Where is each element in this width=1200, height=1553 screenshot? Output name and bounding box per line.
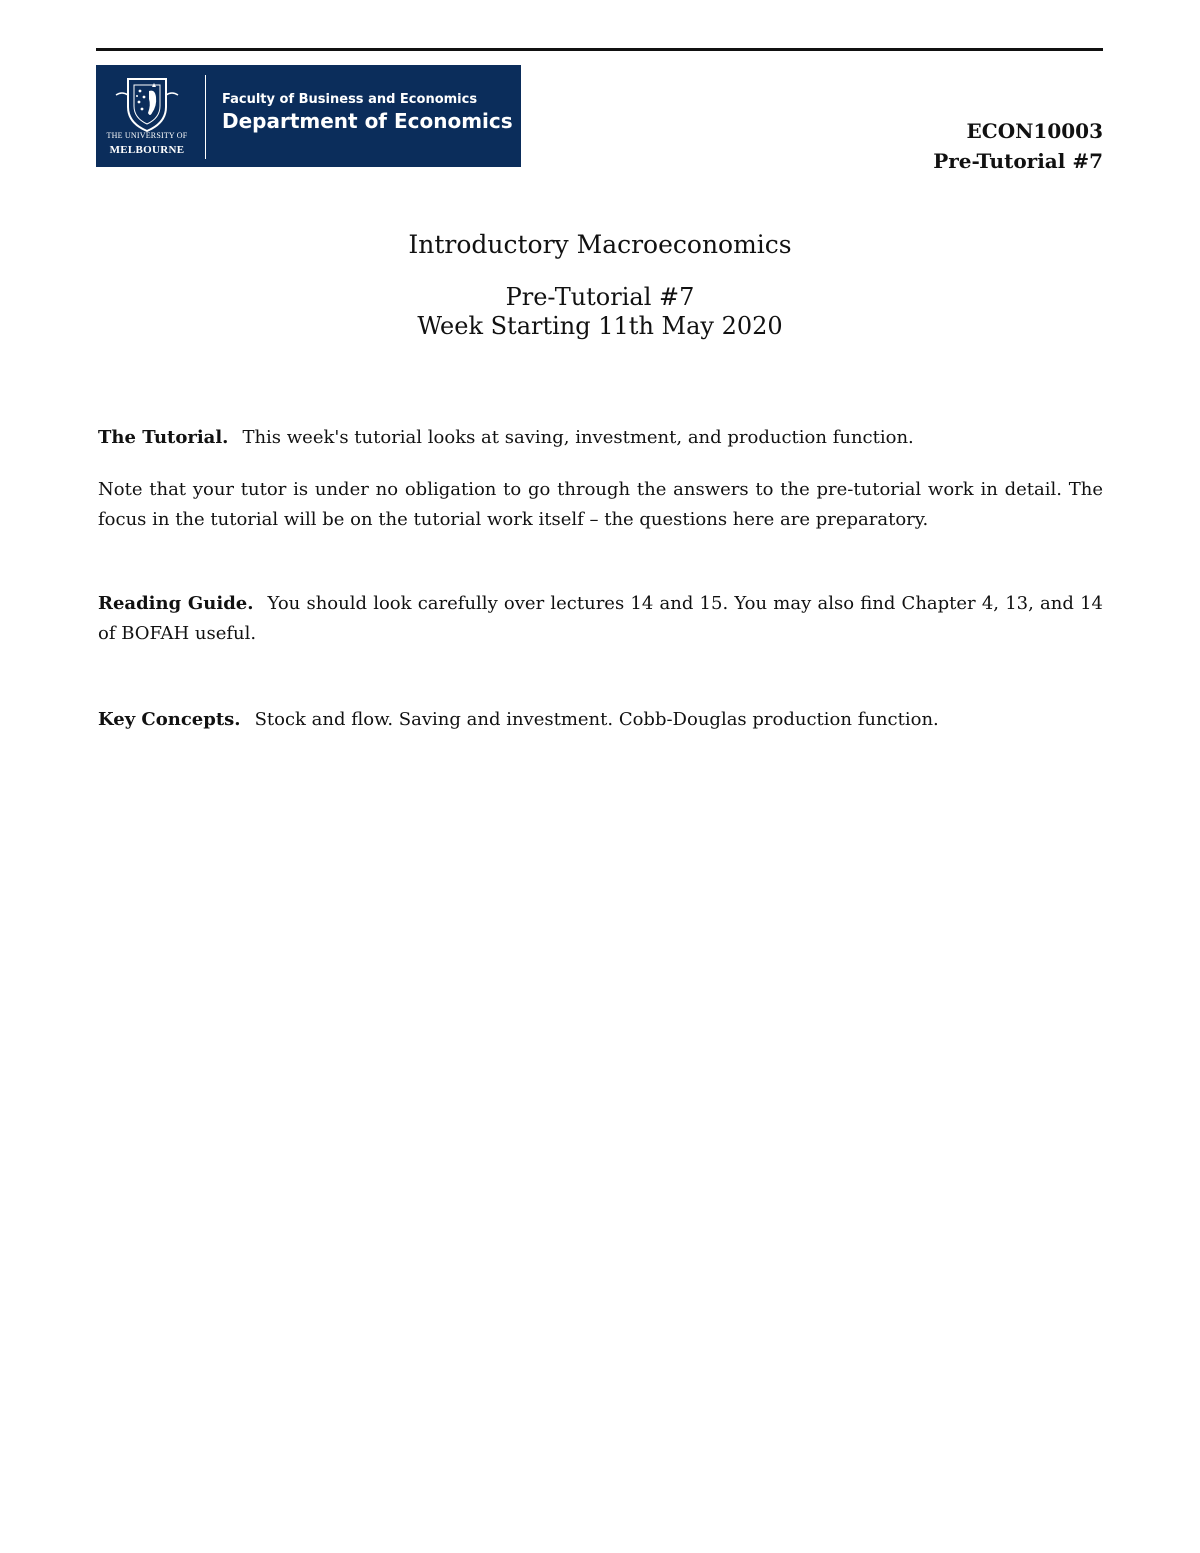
university-name-line2: MELBOURNE <box>109 144 185 156</box>
document-label: Pre-Tutorial #7 <box>933 149 1103 173</box>
university-name-line1: THE UNIVERSITY OF <box>106 131 188 140</box>
department-logo <box>96 65 521 167</box>
logo-divider <box>205 75 206 159</box>
department-name: Department of Economics <box>222 109 513 133</box>
reading-guide-heading: Reading Guide. <box>98 593 254 614</box>
reading-guide-text: You should look carefully over lectures 14 and 15. You may also find Chapter 4, 13, and 14 of BOFAH useful. <box>98 593 1103 644</box>
tutorial-text: This week's tutorial looks at saving, investment, and production function. <box>242 427 914 448</box>
subtitle-line-2: Week Starting 11th May 2020 <box>417 312 783 340</box>
university-crest-icon <box>106 73 188 133</box>
tutorial-paragraph <box>98 423 1103 453</box>
key-concepts-paragraph <box>98 705 1103 735</box>
note-paragraph: Note that your tutor is under no obligation to go through the answers to the pre-tutorial work in detail. The focus in the tutorial will be on the tutorial work itself – the questions here are preparatory. <box>98 479 1103 530</box>
faculty-name: Faculty of Business and Economics <box>222 92 478 107</box>
document-subtitle <box>0 283 1200 341</box>
course-header <box>933 116 1103 176</box>
reading-guide-paragraph <box>98 589 1103 649</box>
key-concepts-heading: Key Concepts. <box>98 709 241 730</box>
course-code: ECON10003 <box>966 119 1103 143</box>
header-rule <box>96 48 1103 51</box>
subtitle-line-1: Pre-Tutorial #7 <box>505 283 695 311</box>
tutorial-heading: The Tutorial. <box>98 427 229 448</box>
document-title: Introductory Macroeconomics <box>408 230 792 259</box>
key-concepts-text: Stock and flow. Saving and investment. Cobb-Douglas production function. <box>254 709 939 730</box>
